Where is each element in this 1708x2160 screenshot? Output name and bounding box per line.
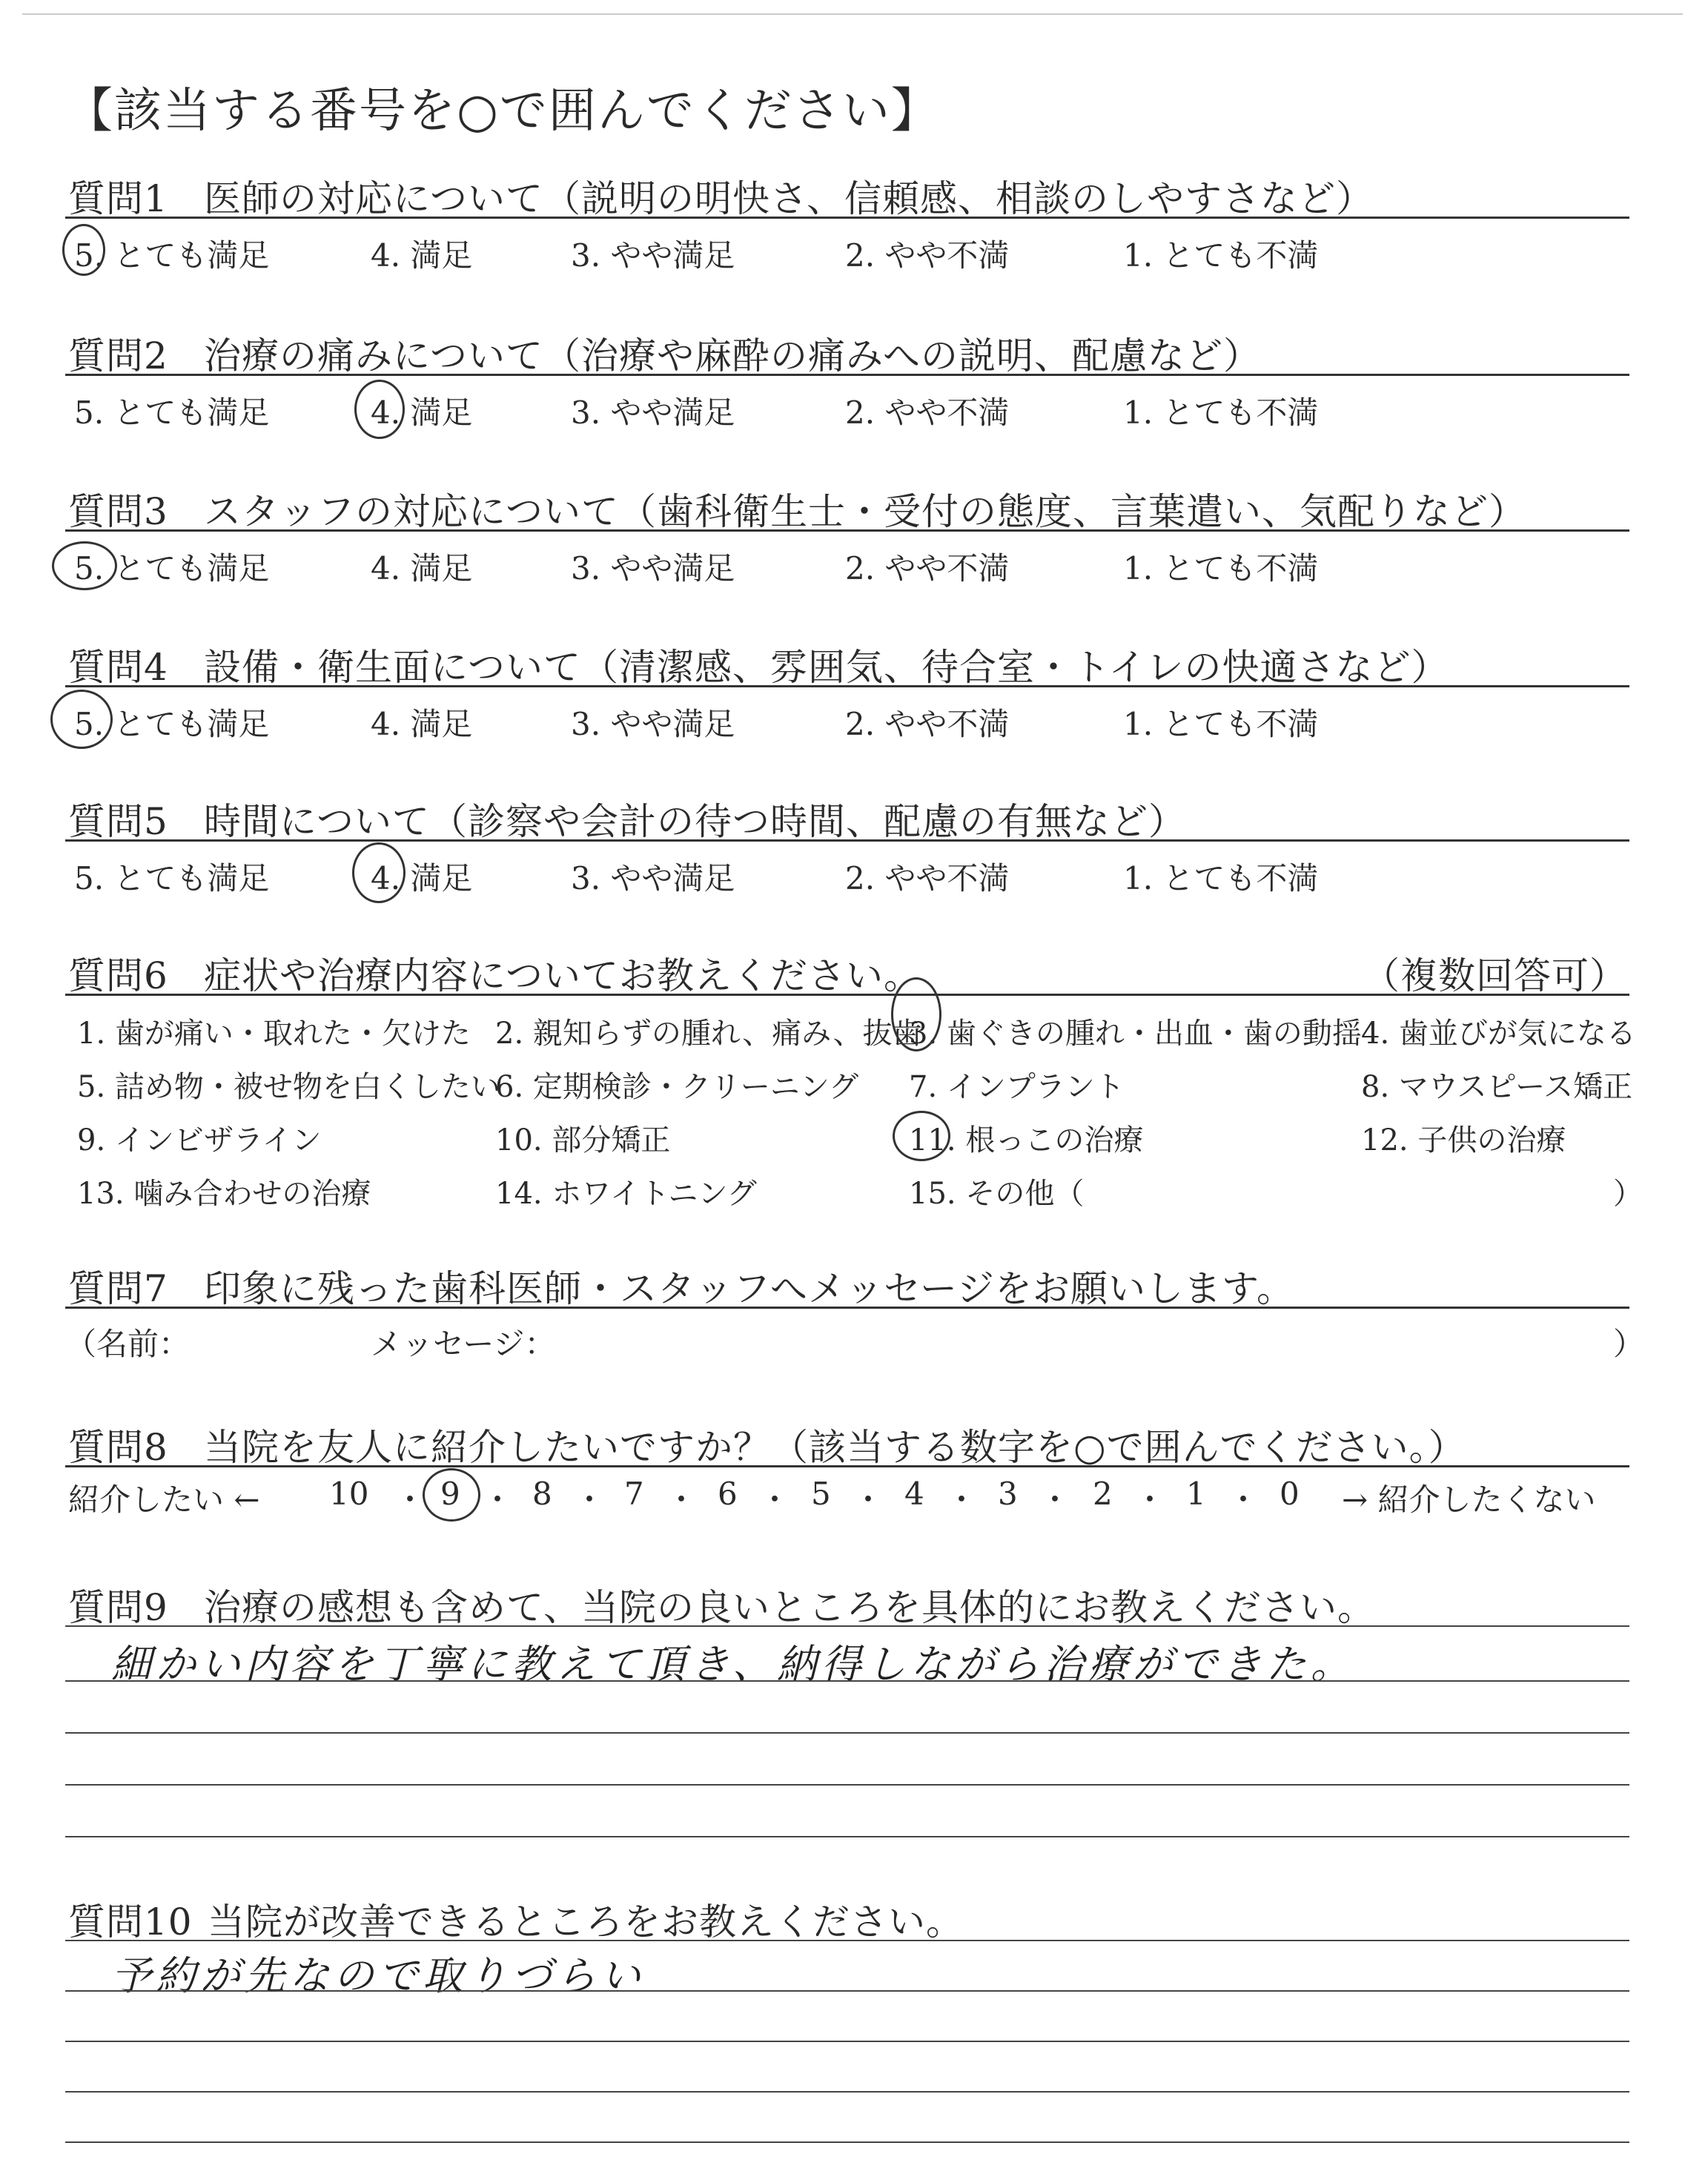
- q6-item-14[interactable]: 14. ホワイトニング: [495, 1177, 757, 1211]
- q7-rule: [65, 1307, 1629, 1309]
- q2-text: 治療の痛みについて（治療や麻酔の痛みへの説明、配慮など）: [204, 334, 1261, 377]
- q4-option-3[interactable]: 3. やや満足: [571, 706, 735, 742]
- q3-option-1[interactable]: 1. とても不満: [1123, 550, 1319, 587]
- q8-dot: ・: [853, 1482, 884, 1518]
- q8-dot: ・: [946, 1482, 978, 1518]
- q1-answer-circle: [62, 224, 105, 276]
- q10-line-3: [65, 2041, 1629, 2042]
- q8-dot: ・: [1134, 1482, 1166, 1518]
- q9-line-2: [65, 1680, 1629, 1682]
- q8-dot: ・: [1039, 1482, 1071, 1518]
- q3-answer-circle: [52, 541, 117, 590]
- q5-text: 時間について（診察や会計の待つ時間、配慮の有無など）: [204, 800, 1186, 843]
- q7-label: 質問7: [68, 1267, 168, 1310]
- q2-rule: [65, 374, 1629, 376]
- q1-option-1[interactable]: 1. とても不満: [1123, 237, 1319, 274]
- q6-answer-circle-11: [893, 1111, 950, 1161]
- q8-dot: ・: [574, 1482, 606, 1518]
- q8-scale-3[interactable]: 3: [998, 1476, 1018, 1512]
- q8-text: 当院を友人に紹介したいですか？（該当する数字を○で囲んでください。）: [204, 1426, 1466, 1469]
- q7-close: ）: [1613, 1326, 1645, 1362]
- q6-item-10[interactable]: 10. 部分矯正: [495, 1123, 671, 1157]
- q6-item-2[interactable]: 2. 親知らずの腫れ、痛み、抜歯: [495, 1017, 922, 1051]
- q6-item-3[interactable]: 3. 歯ぐきの腫れ・出血・歯の動揺: [909, 1017, 1362, 1051]
- q3-option-5[interactable]: 5. とても満足: [74, 550, 270, 587]
- q1-option-2[interactable]: 2. やや不満: [845, 237, 1010, 274]
- q9-line-4: [65, 1784, 1629, 1786]
- q9-answer: 細かい内容を丁寧に教えて頂き、納得しながら治療ができた。: [111, 1641, 1355, 1688]
- q8-scale-6[interactable]: 6: [718, 1476, 738, 1512]
- q8-dot: ・: [482, 1482, 514, 1518]
- q6-rule: [65, 994, 1629, 996]
- q6-item-15[interactable]: 15. その他（: [909, 1177, 1085, 1211]
- q8-right-label: → 紹介したくない: [1342, 1482, 1596, 1518]
- q4-label: 質問4: [68, 646, 168, 689]
- q5-option-4[interactable]: 4. 満足: [371, 860, 473, 896]
- q5-answer-circle: [352, 842, 406, 903]
- q4-option-1[interactable]: 1. とても不満: [1123, 706, 1319, 742]
- q8-label: 質問8: [68, 1426, 168, 1469]
- q8-dot: ・: [394, 1482, 426, 1518]
- q2-label: 質問2: [68, 334, 168, 377]
- q9-line-3: [65, 1732, 1629, 1734]
- q4-text: 設備・衛生面について（清潔感、雰囲気、待合室・トイレの快適さなど）: [204, 646, 1449, 689]
- q6-item-8[interactable]: 8. マウスピース矯正: [1361, 1070, 1633, 1104]
- q4-option-4[interactable]: 4. 満足: [371, 706, 473, 742]
- q4-option-5[interactable]: 5. とても満足: [74, 706, 270, 742]
- q5-label: 質問5: [68, 800, 168, 843]
- q4-answer-circle: [50, 690, 113, 749]
- q3-label: 質問3: [68, 490, 168, 533]
- q10-line-5: [65, 2141, 1629, 2143]
- q8-scale-5[interactable]: 5: [811, 1476, 831, 1512]
- q8-scale-0[interactable]: 0: [1280, 1476, 1300, 1512]
- q1-option-4[interactable]: 4. 満足: [371, 237, 473, 274]
- q4-option-2[interactable]: 2. やや不満: [845, 706, 1010, 742]
- q6-item-12[interactable]: 12. 子供の治療: [1361, 1123, 1566, 1157]
- q8-scale-2[interactable]: 2: [1093, 1476, 1113, 1512]
- q5-rule: [65, 839, 1629, 842]
- q8-rule: [65, 1465, 1629, 1467]
- q2-option-5[interactable]: 5. とても満足: [74, 394, 270, 431]
- q6-item-11[interactable]: 11. 根っこの治療: [909, 1123, 1144, 1157]
- form-title: 【該当する番号を○で囲んでください】: [65, 84, 940, 139]
- q7-message-label: メッセージ：: [371, 1326, 556, 1362]
- q7-text: 印象に残った歯科医師・スタッフへメッセージをお願いします。: [204, 1267, 1294, 1310]
- q8-scale-9[interactable]: 9: [440, 1476, 460, 1512]
- q6-label: 質問6: [68, 954, 168, 997]
- q8-answer-circle: [423, 1468, 480, 1522]
- q6-item-9[interactable]: 9. インビザライン: [77, 1123, 322, 1157]
- q9-label: 質問9: [68, 1586, 168, 1629]
- q8-scale-8[interactable]: 8: [532, 1476, 552, 1512]
- q6-item-4[interactable]: 4. 歯並びが気になる: [1361, 1017, 1636, 1051]
- q6-item-7[interactable]: 7. インプラント: [909, 1070, 1125, 1104]
- q10-answer: 予約が先なので取りづらい: [111, 1952, 645, 1999]
- q6-note: （複数回答可）: [1363, 954, 1627, 997]
- q3-option-2[interactable]: 2. やや不満: [845, 550, 1010, 587]
- top-edge-line: [22, 13, 1683, 15]
- q3-option-4[interactable]: 4. 満足: [371, 550, 473, 587]
- q8-scale-4[interactable]: 4: [904, 1476, 924, 1512]
- q10-line-4: [65, 2091, 1629, 2093]
- q10-text: 当院が改善できるところをお教えください。: [208, 1900, 964, 1943]
- q5-option-3[interactable]: 3. やや満足: [571, 860, 735, 896]
- q6-item-15-close: ）: [1613, 1177, 1643, 1211]
- q4-rule: [65, 685, 1629, 687]
- q3-option-3[interactable]: 3. やや満足: [571, 550, 735, 587]
- q3-rule: [65, 529, 1629, 532]
- q8-scale-7[interactable]: 7: [624, 1476, 644, 1512]
- q10-label: 質問10: [68, 1900, 193, 1943]
- q8-left-label: 紹介したい ←: [68, 1482, 260, 1518]
- q8-scale-1[interactable]: 1: [1186, 1476, 1206, 1512]
- q2-option-3[interactable]: 3. やや満足: [571, 394, 735, 431]
- q6-item-6[interactable]: 6. 定期検診・クリーニング: [495, 1070, 859, 1104]
- q1-option-3[interactable]: 3. やや満足: [571, 237, 735, 274]
- q2-option-4[interactable]: 4. 満足: [371, 394, 473, 431]
- q8-dot: ・: [759, 1482, 791, 1518]
- q10-line-2: [65, 1990, 1629, 1992]
- q9-text: 治療の感想も含めて、当院の良いところを具体的にお教えください。: [204, 1586, 1375, 1629]
- q3-text: スタッフの対応について（歯科衛生士・受付の態度、言葉遣い、気配りなど）: [204, 490, 1526, 533]
- q6-item-13[interactable]: 13. 噛み合わせの治療: [77, 1177, 371, 1211]
- q2-option-2[interactable]: 2. やや不満: [845, 394, 1010, 431]
- q5-option-1[interactable]: 1. とても不満: [1123, 860, 1319, 896]
- q9-line-5: [65, 1836, 1629, 1837]
- q1-rule: [65, 217, 1629, 219]
- q1-label: 質問1: [68, 177, 168, 220]
- q6-answer-circle-3: [891, 977, 941, 1051]
- q8-scale-10[interactable]: 10: [329, 1476, 369, 1512]
- q1-text: 医師の対応について（説明の明快さ、信頼感、相談のしやすさなど）: [204, 177, 1374, 220]
- q5-option-5[interactable]: 5. とても満足: [74, 860, 270, 896]
- q8-dot: ・: [666, 1482, 698, 1518]
- q2-option-1[interactable]: 1. とても不満: [1123, 394, 1319, 431]
- q6-text: 症状や治療内容についてお教えください。: [204, 954, 921, 997]
- q6-item-1[interactable]: 1. 歯が痛い・取れた・欠けた: [77, 1017, 471, 1051]
- q9-line-1: [65, 1625, 1629, 1627]
- q10-line-1: [65, 1940, 1629, 1941]
- q6-item-5[interactable]: 5. 詰め物・被せ物を白くしたい: [77, 1070, 500, 1104]
- q2-answer-circle: [354, 380, 405, 439]
- q8-dot: ・: [1228, 1482, 1260, 1518]
- q5-option-2[interactable]: 2. やや不満: [845, 860, 1010, 896]
- q1-option-5[interactable]: 5. とても満足: [74, 237, 270, 274]
- q7-name-label: （名前：: [65, 1326, 191, 1362]
